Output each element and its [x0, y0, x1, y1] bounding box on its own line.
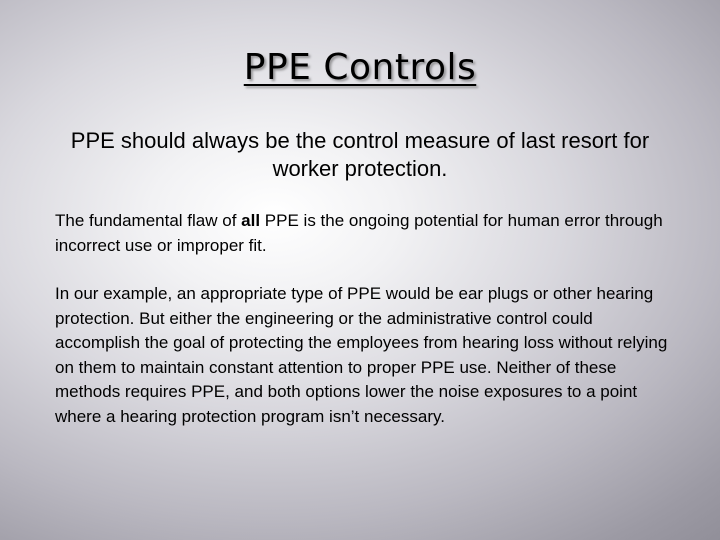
paragraph-fundamental-flaw [55, 209, 675, 258]
paragraph-example: In our example, an appropriate type of PPE would be ear plugs or other hearing protection. But either the engineering or the administrative control could accomplish the goal of protecting the employees from hearing loss without relying on them to maintain constant attention to proper PPE use. Neither of these methods requires PPE, and both options lower the noise exposures to a point where a hearing protection program isn’t necessary. [55, 284, 668, 426]
paragraph1-text-end: PPE is the ongoing potential for human error through incorrect use or improper fit. [55, 211, 663, 255]
paragraph1-text-start: The fundamental flaw of [55, 211, 242, 230]
slide-title [0, 46, 720, 90]
slide-subtitle: PPE should always be the control measure of last resort for worker protection. [70, 128, 650, 181]
paragraph1-emphasis: all [241, 211, 261, 230]
slide-title-text: PPE Controls [243, 47, 477, 88]
